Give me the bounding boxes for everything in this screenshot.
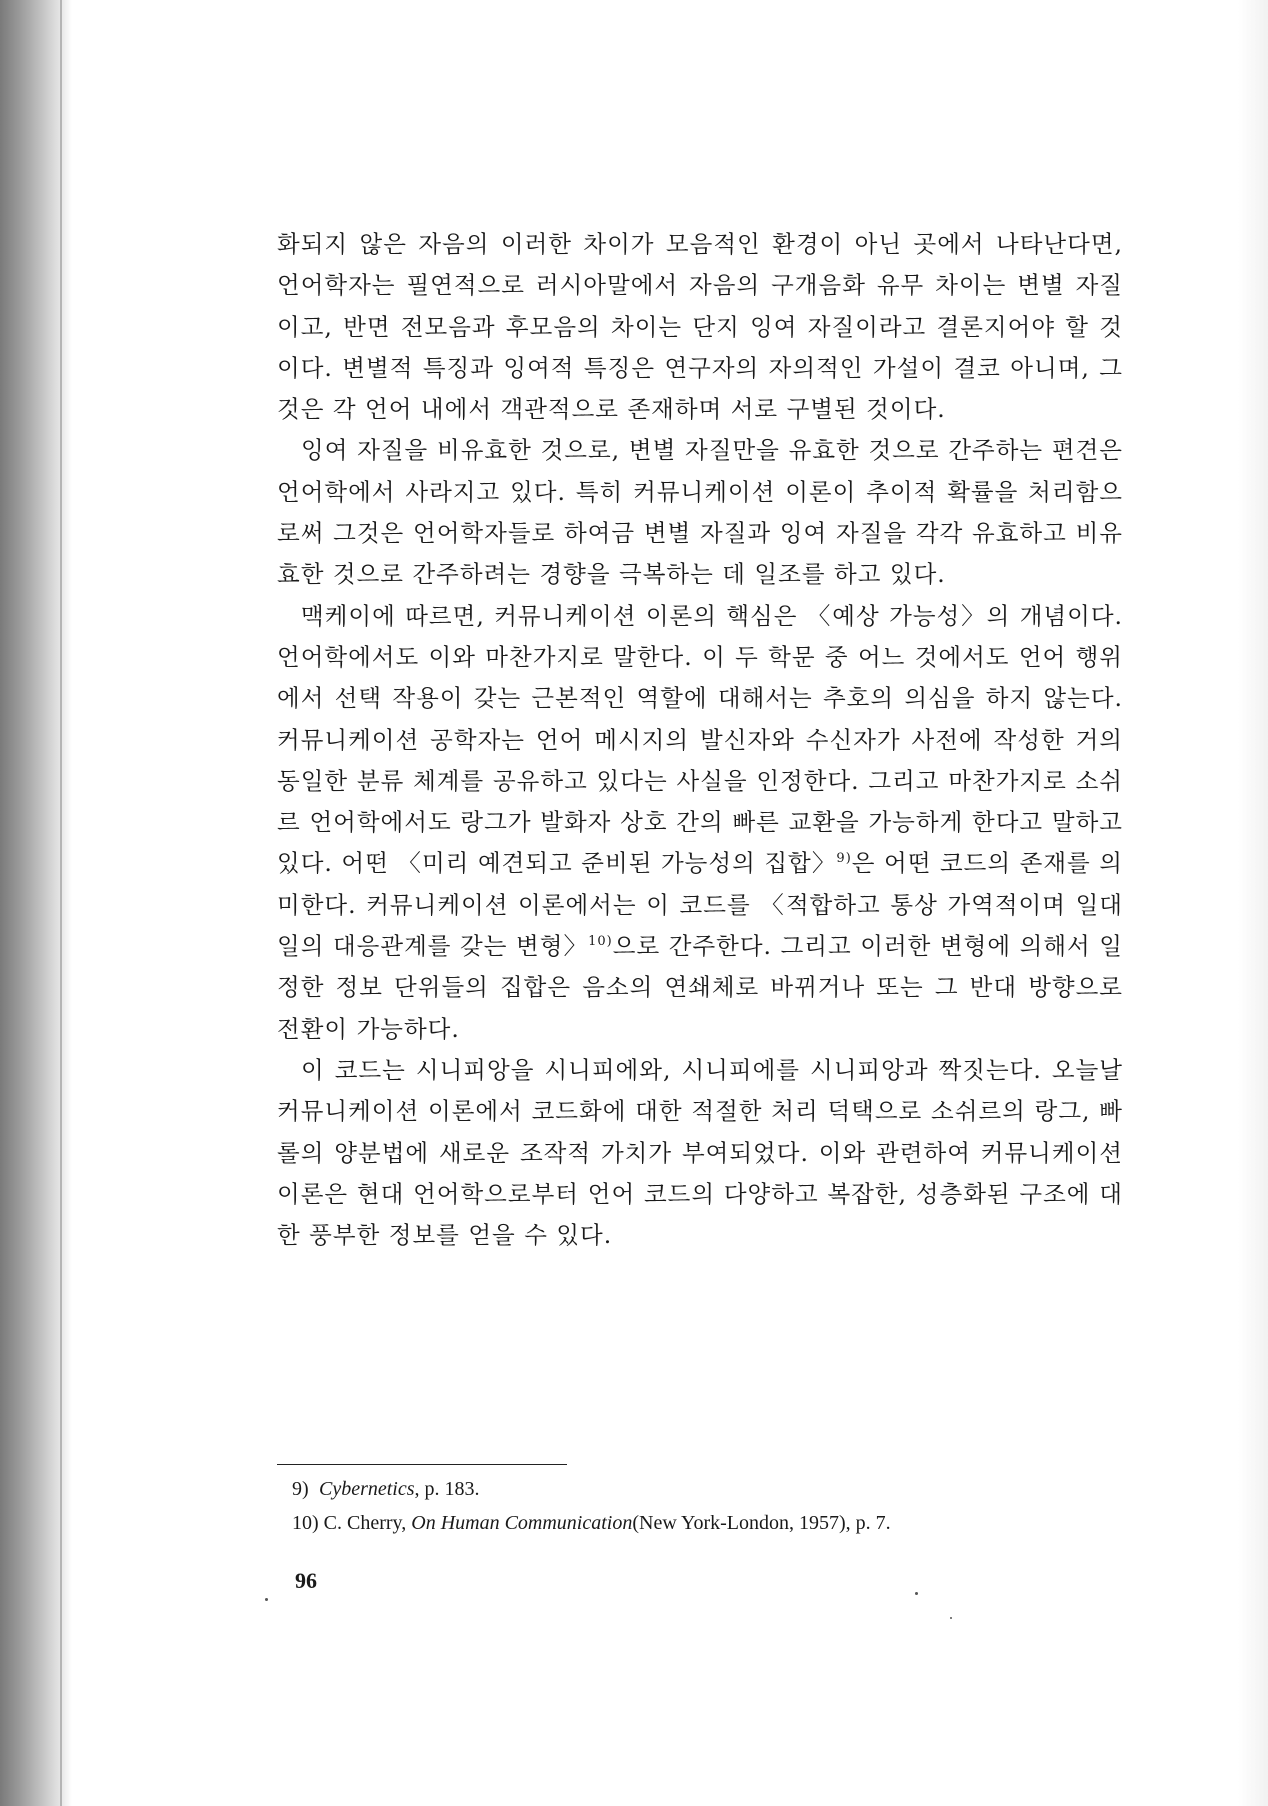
footnote-10-rest: (New York-London, 1957), p. 7. xyxy=(632,1512,891,1534)
footnote-9-title: Cybernetics xyxy=(319,1478,415,1500)
footnote-10 xyxy=(292,1506,1122,1540)
paragraph-4: 이 코드는 시니피앙을 시니피에와, 시니피에를 시니피앙과 짝짓는다. 오늘날 커뮤니케이션 이론에서 코드화에 대한 적절한 처리 덕택으로 소쉬르의 랑그, 빠롤의 양분법에 새로운 조작적 가치가 부여되었다. 이와 관련하여 커뮤니케이션 이론은 현대 언어학으로부터 언어 코드의 다양하고 복잡한, 성층화된 구조에 대한 풍부한 정보를 얻을 수 있다. xyxy=(277,1055,1123,1250)
main-text-block xyxy=(277,224,1123,1256)
paragraph-3 xyxy=(277,596,1123,1050)
paragraph-3-part-1: 맥케이에 따르면, 커뮤니케이션 이론의 핵심은 〈예상 가능성〉의 개념이다. 언어학에서도 이와 마찬가지로 말한다. 이 두 학문 중 어느 것에서도 언어 행위에서 선택 작용이 갖는 근본적인 역할에 대해서는 추호의 의심을 하지 않는다. 커뮤니케이션 공학자는 언어 메시지의 발신자와 수신자가 사전에 작성한 거의 동일한 분류 체계를 공유하고 있다는 사실을 인정한다. 그리고 마찬가지로 소쉬르 언어학에서도 랑그가 발화자 상호 간의 빠른 교환을 가능하게 한다고 말하고 있다. 어떤 〈미리 예견되고 준비된 가능성의 집합〉 xyxy=(277,601,1123,878)
footnote-10-title: On Human Communication xyxy=(411,1512,633,1534)
paragraph-2: 잉여 자질을 비유효한 것으로, 변별 자질만을 유효한 것으로 간주하는 편견은 언어학에서 사라지고 있다. 특히 커뮤니케이션 이론이 추이적 확률을 처리함으로써 그것은 언어학자들로 하여금 변별 자질과 잉여 자질을 각각 유효하고 비유효한 것으로 간주하려는 경향을 극복하는 데 일조를 하고 있다. xyxy=(277,436,1123,589)
scan-speck xyxy=(915,1592,918,1595)
footnote-9 xyxy=(292,1472,1122,1506)
paragraph-3-part-2: 은 어떤 코드의 존재를 의미한다. 커뮤니케이션 이론에서는 이 코드를 〈적합하고 통상 가역적이며 일대일의 대응관계를 갖는 변형〉 xyxy=(277,849,1124,961)
paragraph-1: 화되지 않은 자음의 이러한 차이가 모음적인 환경이 아닌 곳에서 나타난다면, 언어학자는 필연적으로 러시아말에서 자음의 구개음화 유무 차이는 변별 자질이고, 반면 전모음과 후모음의 차이는 단지 잉여 자질이라고 결론지어야 할 것이다. 변별적 특징과 잉여적 특징은 연구자의 자의적인 가설이 결코 아니며, 그것은 각 언어 내에서 객관적으로 존재하며 서로 구별된 것이다. xyxy=(277,230,1123,424)
footnote-10-number: 10) xyxy=(292,1512,319,1534)
footnote-divider xyxy=(277,1464,567,1465)
page-right-shade xyxy=(1238,0,1268,1806)
page-number: 96 xyxy=(295,1568,317,1593)
footnote-ref-10: 10) xyxy=(588,934,613,950)
page-edge-line xyxy=(60,0,62,1806)
footnote-9-number: 9) xyxy=(292,1478,309,1500)
footnote-10-prefix: C. Cherry, xyxy=(323,1512,412,1534)
scan-speck xyxy=(950,1617,952,1619)
scan-speck xyxy=(265,1598,268,1601)
footnote-ref-9: 9) xyxy=(836,851,852,867)
footnote-9-rest: , p. 183. xyxy=(414,1478,480,1500)
paragraph-3-part-3: 으로 간주한다. 그리고 이러한 변형에 의해서 일정한 정보 단위들의 집합은 음소의 연쇄체로 바뀌거나 또는 그 반대 방향으로 전환이 가능하다. xyxy=(277,932,1123,1043)
footnotes xyxy=(292,1472,1122,1540)
